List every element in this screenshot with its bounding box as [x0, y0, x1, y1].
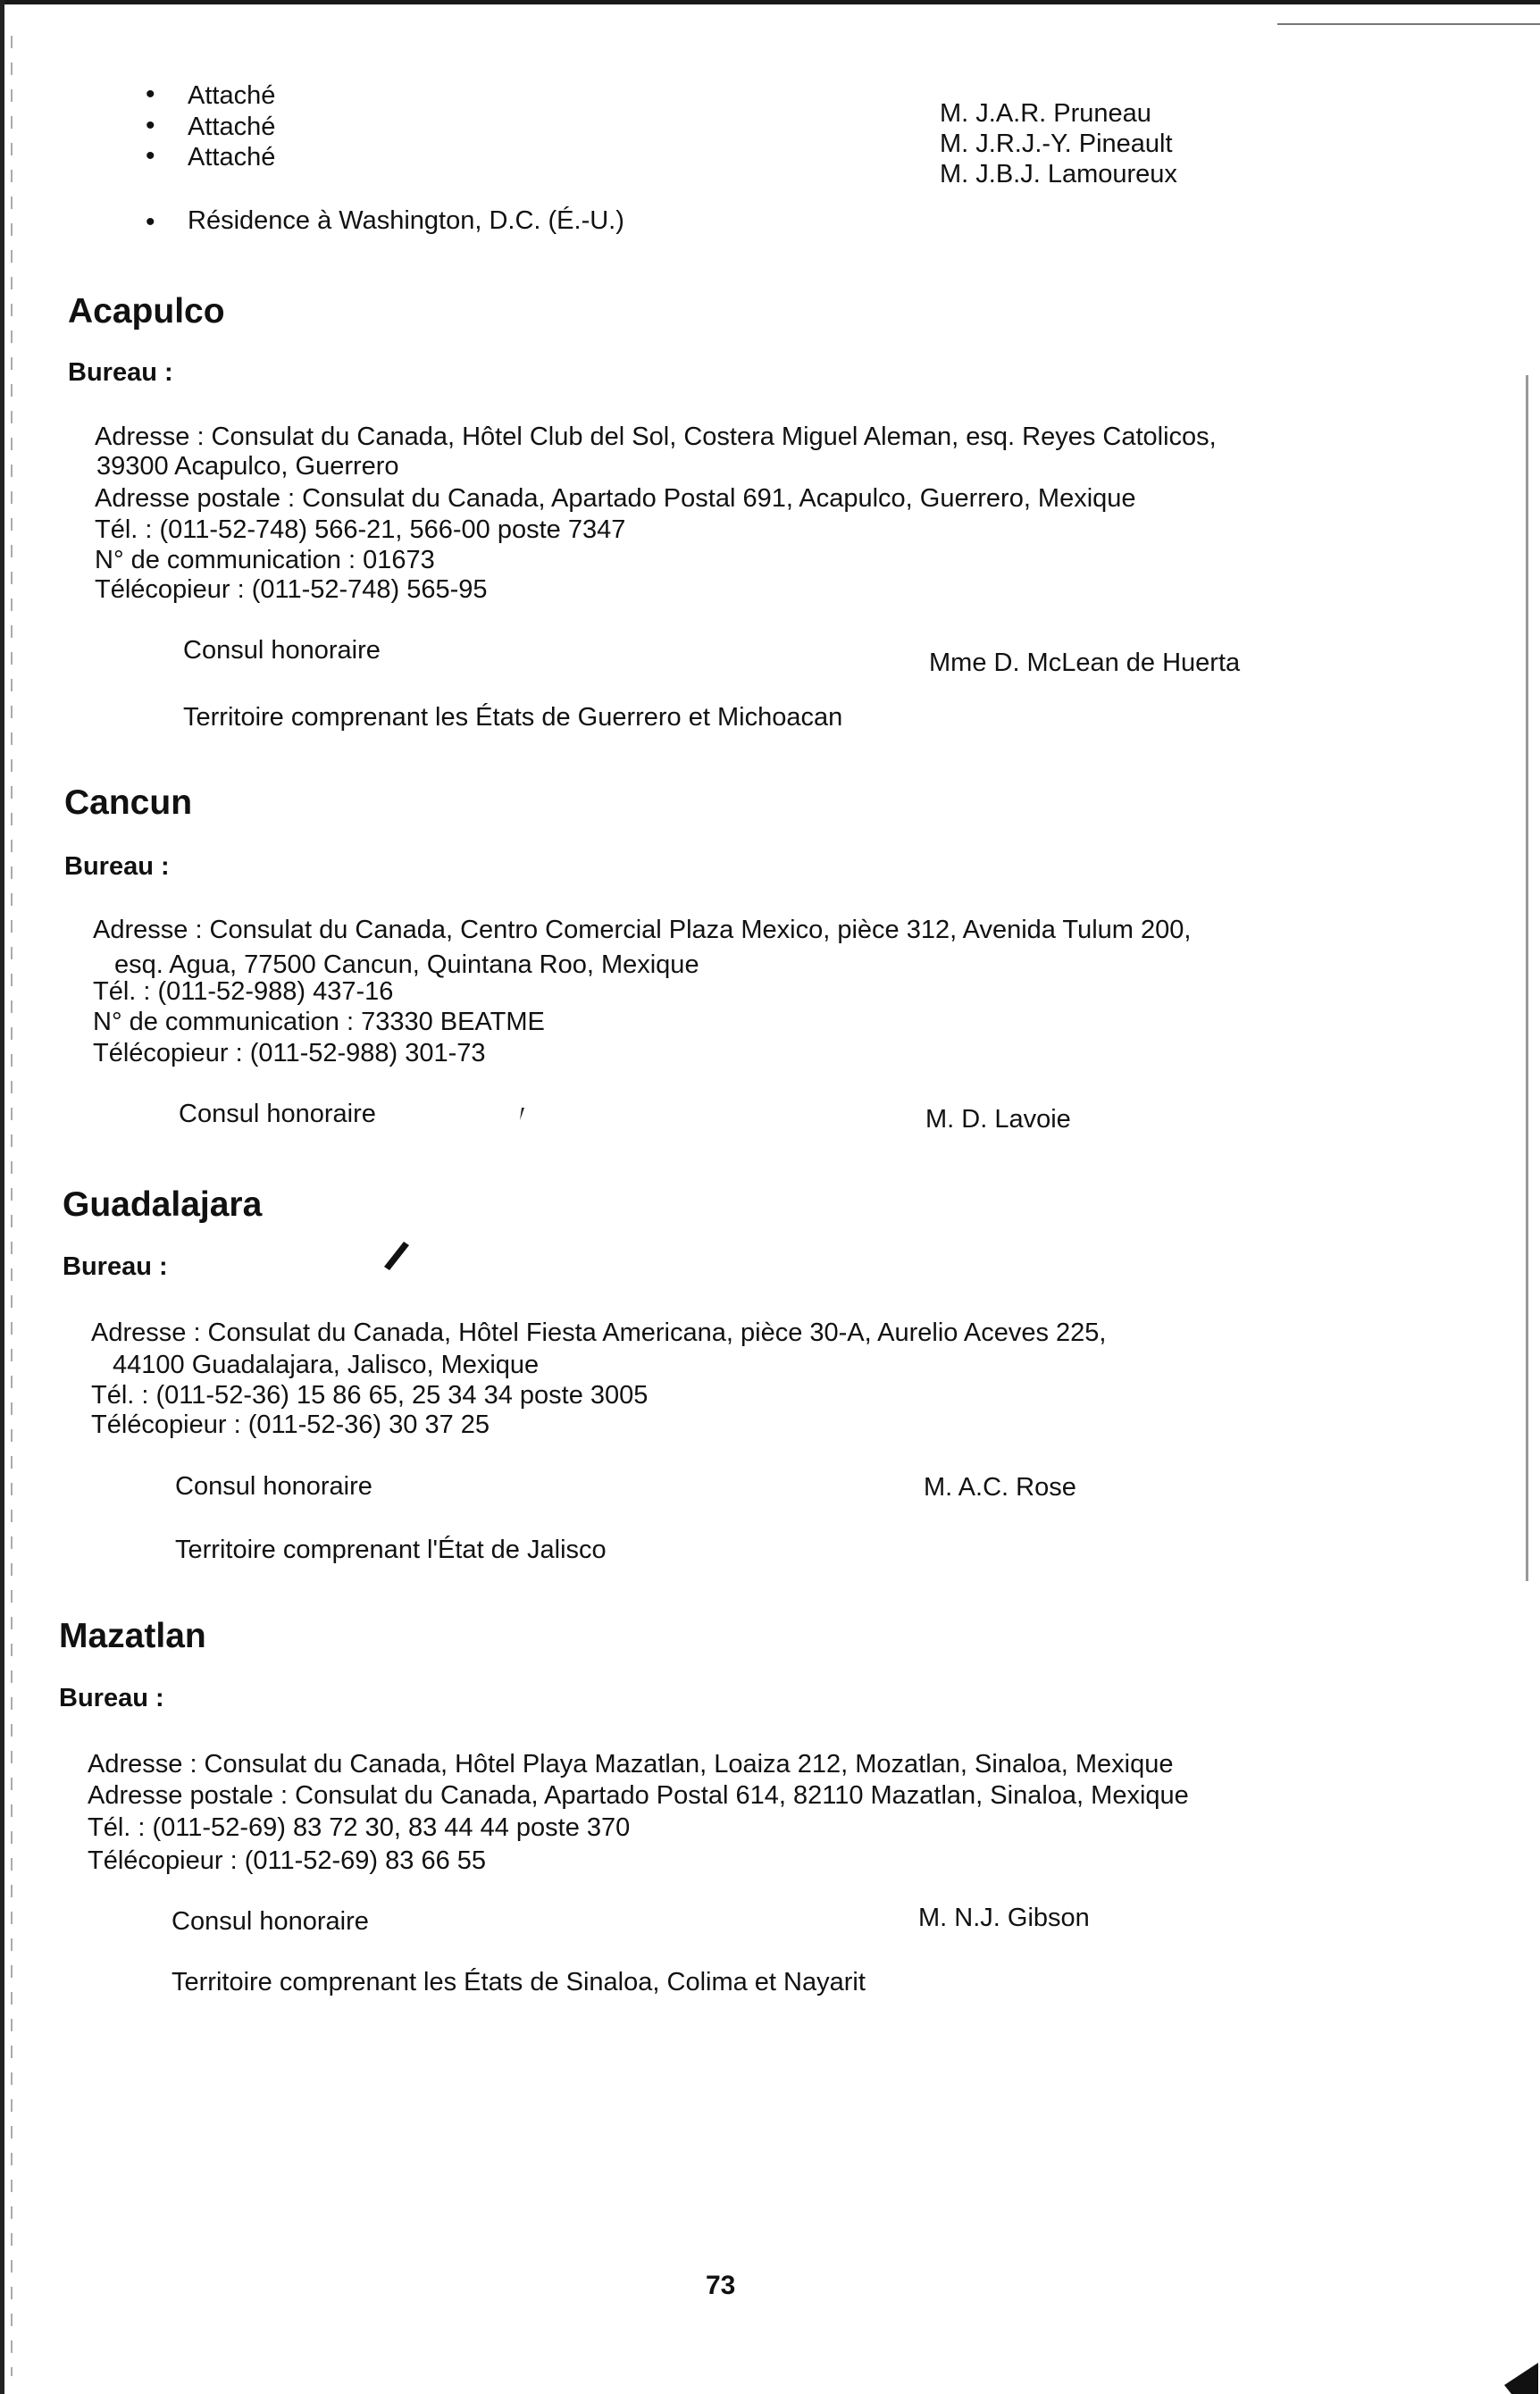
person-name: M. D. Lavoie	[925, 1105, 1071, 1134]
address-line: Adresse postale : Consulat du Canada, Apartado Postal 614, 82110 Mazatlan, Sinaloa, Mexique	[88, 1781, 1189, 1810]
residence-note: Résidence à Washington, D.C. (É.-U.)	[188, 206, 624, 235]
stray-mark	[516, 1108, 525, 1120]
address-line: Tél. : (011-52-36) 15 86 65, 25 34 34 poste 3005	[91, 1381, 649, 1410]
person-name: Mme D. McLean de Huerta	[929, 649, 1241, 677]
bullet-icon: •	[146, 207, 155, 237]
bureau-label: Bureau :	[64, 852, 170, 881]
bullet-icon: •	[146, 80, 155, 109]
address-line: N° de communication : 01673	[95, 546, 435, 574]
person-name: M. A.C. Rose	[924, 1473, 1076, 1502]
address-line: Adresse : Consulat du Canada, Hôtel Playa Mazatlan, Loaiza 212, Mozatlan, Sinaloa, Mexique	[88, 1750, 1174, 1779]
bullet-icon: •	[146, 141, 155, 171]
address-line: 39300 Acapulco, Guerrero	[96, 452, 399, 481]
attache-name: M. J.A.R. Pruneau	[940, 99, 1151, 128]
scan-edge-top	[0, 0, 1540, 4]
address-line: Adresse postale : Consulat du Canada, Apartado Postal 691, Acapulco, Guerrero, Mexique	[95, 484, 1136, 513]
scan-edge-right	[1526, 375, 1528, 1581]
city-heading: Cancun	[64, 783, 193, 822]
scan-edge-dashes	[11, 36, 13, 2376]
role-label: Consul honoraire	[179, 1100, 376, 1128]
address-line: esq. Agua, 77500 Cancun, Quintana Roo, Mexique	[114, 950, 699, 979]
person-name: M. N.J. Gibson	[918, 1904, 1090, 1932]
address-line: Télécopieur : (011-52-36) 30 37 25	[91, 1410, 490, 1439]
territory-note: Territoire comprenant l'État de Jalisco	[175, 1536, 607, 1564]
address-line: Adresse : Consulat du Canada, Centro Comercial Plaza Mexico, pièce 312, Avenida Tulum 200,	[93, 916, 1192, 944]
address-line: Télécopieur : (011-52-69) 83 66 55	[88, 1846, 487, 1875]
role-label: Consul honoraire	[175, 1472, 372, 1501]
city-heading: Mazatlan	[59, 1617, 206, 1655]
territory-note: Territoire comprenant les États de Guerrero et Michoacan	[183, 703, 843, 732]
bullet-icon: •	[146, 111, 155, 140]
scan-edge-left	[0, 0, 4, 2394]
city-heading: Acapulco	[68, 292, 225, 331]
address-line: Tél. : (011-52-988) 437-16	[93, 977, 394, 1006]
scan-corner-mark	[1502, 2323, 1540, 2394]
attache-name: M. J.R.J.-Y. Pineault	[940, 130, 1173, 158]
bureau-label: Bureau :	[59, 1684, 164, 1712]
address-line: Télécopieur : (011-52-988) 301-73	[93, 1039, 486, 1067]
address-line: N° de communication : 73330 BEATME	[93, 1008, 545, 1036]
role-label: Consul honoraire	[183, 636, 381, 665]
address-line: Adresse : Consulat du Canada, Hôtel Fiesta Americana, pièce 30-A, Aurelio Aceves 225,	[91, 1318, 1107, 1347]
attache-title: Attaché	[188, 81, 276, 110]
scan-edge-line	[1277, 23, 1540, 25]
page-number: 73	[706, 2271, 736, 2300]
attache-name: M. J.B.J. Lamoureux	[940, 160, 1177, 188]
city-heading: Guadalajara	[63, 1185, 263, 1224]
address-line: 44100 Guadalajara, Jalisco, Mexique	[113, 1351, 540, 1379]
address-line: Télécopieur : (011-52-748) 565-95	[95, 575, 488, 604]
attache-title: Attaché	[188, 143, 276, 172]
address-line: Tél. : (011-52-748) 566-21, 566-00 poste 7347	[95, 515, 626, 544]
address-line: Adresse : Consulat du Canada, Hôtel Club del Sol, Costera Miguel Aleman, esq. Reyes Catolicos,	[95, 423, 1217, 451]
role-label: Consul honoraire	[172, 1907, 369, 1936]
territory-note: Territoire comprenant les États de Sinaloa, Colima et Nayarit	[172, 1968, 866, 1996]
attache-title: Attaché	[188, 113, 276, 141]
bureau-label: Bureau :	[68, 358, 173, 387]
address-line: Tél. : (011-52-69) 83 72 30, 83 44 44 poste 370	[88, 1813, 631, 1842]
bureau-label: Bureau :	[63, 1252, 168, 1281]
stray-mark	[384, 1242, 409, 1270]
